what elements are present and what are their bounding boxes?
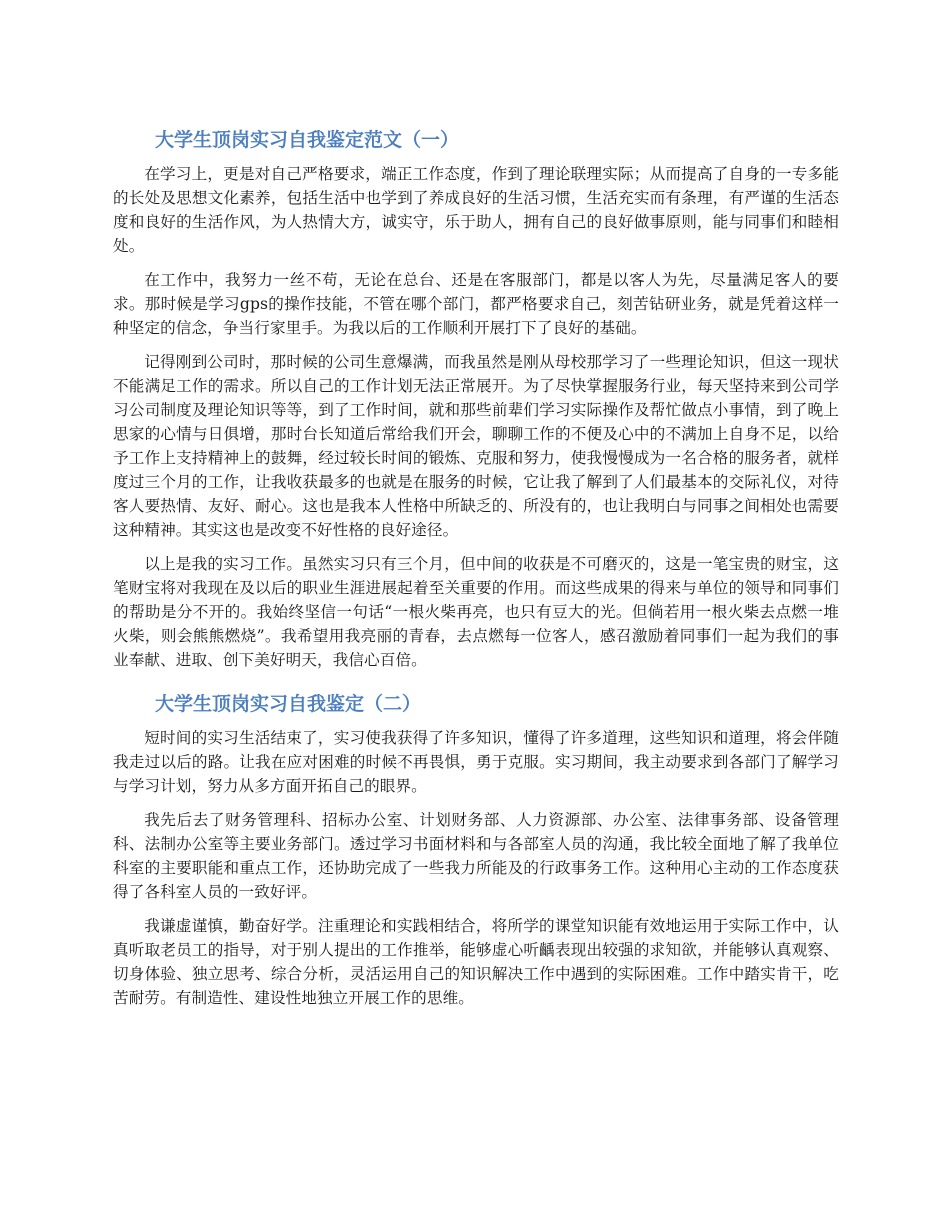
- section-1-paragraph-3: 记得刚到公司时，那时候的公司生意爆满，而我虽然是刚从母校那学习了一些理论知识，但这一现状不能满足工作的需求。所以自己的工作计划无法正常展开。为了尽快掌握服务行业，每天坚持来到公司学习公司制度及理论知识等等，到了工作时间，就和那些前辈们学习实际操作及帮忙做点小事情，到了晚上思家的心情与日俱增，那时台长知道后常给我们开会，聊聊工作的不便及心中的不满加上自身不足，以给予工作上支持精神上的鼓舞，经过较长时间的锻炼、克服和努力，使我慢慢成为一名合格的服务者，就样度过三个月的工作，让我收获最多的也就是在服务的时候，它让我了解到了人们最基本的交际礼仪，对待客人要热情、友好、耐心。这也是我本人性格中所缺乏的、所没有的，也让我明白与同事之间相处也需要这种精神。其实这也是改变不好性格的良好途径。: [113, 353, 839, 539]
- section-2-paragraph-3: 我谦虚谨慎，勤奋好学。注重理论和实践相结合，将所学的课堂知识能有效地运用于实际工作中，认真听取老员工的指导，对于别人提出的工作推举，能够虚心听齲表现出较强的求知欲，并能够认真观察、切身体验、独立思考、综合分析，灵活运用自己的知识解决工作中遇到的实际困难。工作中踏实肯干，吃苦耐劳。有制造性、建设性地独立开展工作的思维。: [113, 917, 839, 1007]
- section-1-paragraph-1: 在学习上，更是对自己严格要求，端正工作态度，作到了理论联理实际；从而提高了自身的一专多能的长处及思想文化素养，包括生活中也学到了养成良好的生活习惯，生活充实而有条理，有严谨的生活态度和良好的生活作风，为人热情大方，诚实守，乐于助人，拥有自己的良好做事原则，能与同事们和睦相处。: [113, 165, 839, 255]
- section-2-paragraph-1: 短时间的实习生活结束了，实习使我获得了许多知识，懂得了许多道理，这些知识和道理，将会伴随我走过以后的路。让我在应对困难的时候不再畏惧，勇于克服。实习期间，我主动要求到各部门了解学习与学习计划，努力从多方面开拓自己的眼界。: [113, 729, 839, 795]
- section-1-title: 大学生顶岗实习自我鉴定范文（一）: [155, 129, 460, 151]
- section-1-paragraph-4: 以上是我的实习工作。虽然实习只有三个月，但中间的收获是不可磨灭的，这是一笔宝贵的财宝，这笔财宝将对我现在及以后的职业生涯进展起着至关重要的作用。而这些成果的得来与单位的领导和同事们的帮助是分不开的。我始终坚信一句话“一根火柴再亮，也只有豆大的光。但倘若用一根火柴去点燃一堆火柴，则会熊熊燃烧”。我希望用我亮丽的青春，去点燃每一位客人，感召激励着同事们一起为我们的事业奉献、进取、创下美好明天，我信心百倍。: [113, 555, 839, 669]
- section-2-paragraph-2: 我先后去了财务管理科、招标办公室、计划财务部、人力资源部、办公室、法律事务部、设备管理科、法制办公室等主要业务部门。透过学习书面材料和与各部室人员的沟通，我比较全面地了解了我单位科室的主要职能和重点工作，还协助完成了一些我力所能及的行政事务工作。这种用心主动的工作态度获得了各科室人员的一致好评。: [113, 811, 839, 901]
- section-2-title: 大学生顶岗实习自我鉴定（二）: [155, 693, 422, 715]
- section-1-paragraph-2: 在工作中，我努力一丝不苟，无论在总台、还是在客服部门，都是以客人为先，尽量满足客人的要求。那时候是学习gps的操作技能，不管在哪个部门，都严格要求自己，刻苦钻研业务，就是凭着这样一种坚定的信念，争当行家里手。为我以后的工作顺利开展打下了良好的基础。: [113, 271, 839, 337]
- document-page: [113, 118, 839, 1020]
